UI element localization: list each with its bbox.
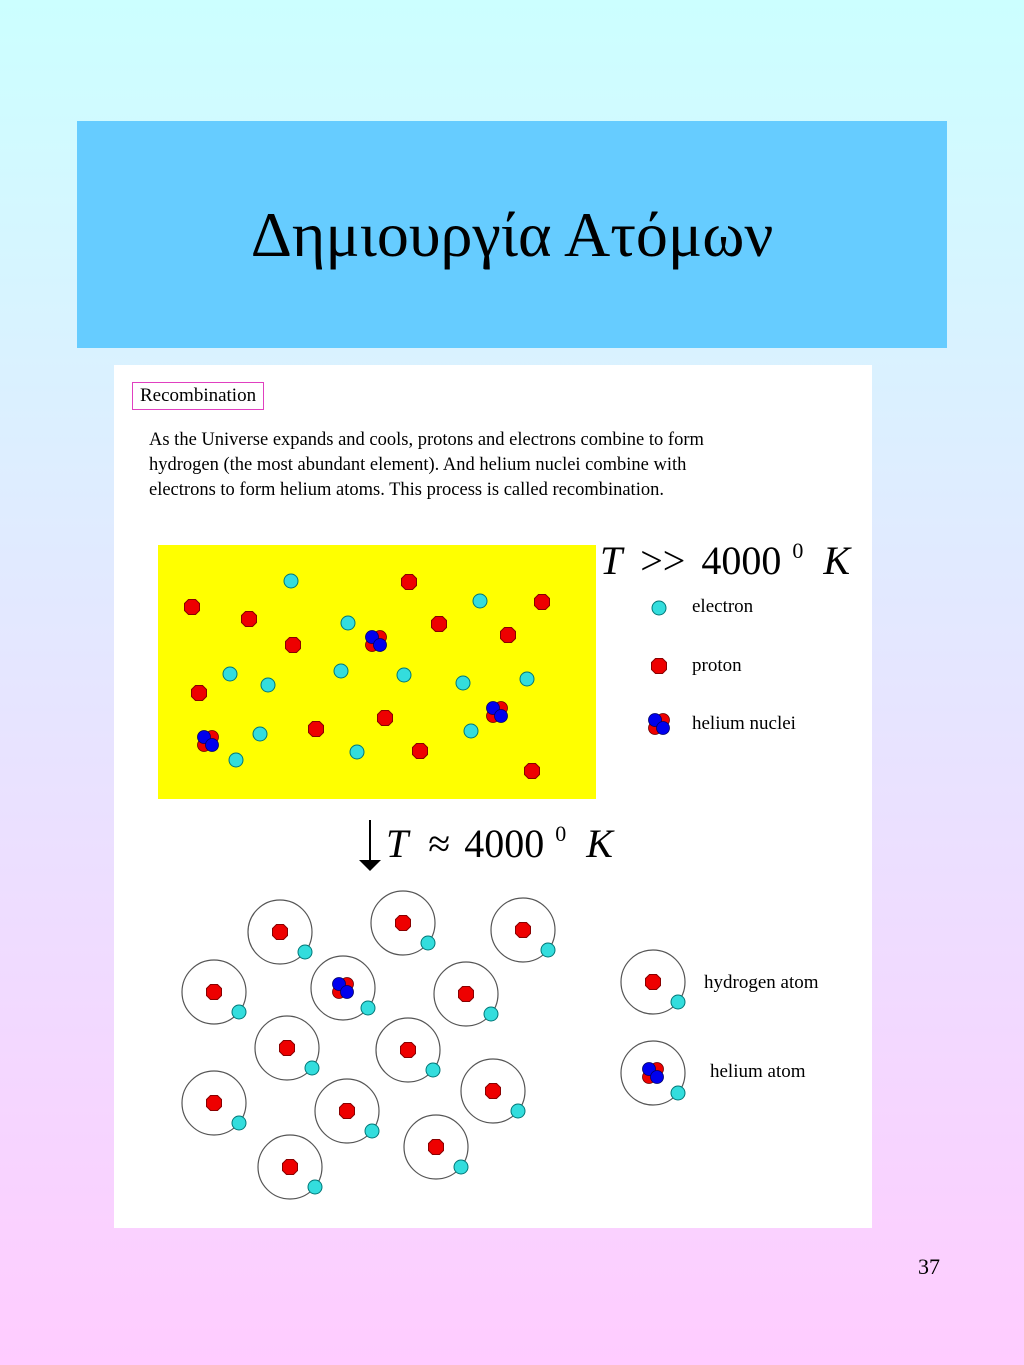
hydrogen-atom [182, 960, 246, 1024]
legend-helium-atom-marker [621, 1041, 685, 1105]
hydrogen-atom [376, 1018, 440, 1082]
electron [284, 574, 298, 588]
plasma-legend [649, 596, 796, 735]
helium-nucleus [198, 731, 219, 752]
electron [464, 724, 478, 738]
page-number: 37 [918, 1254, 940, 1279]
proton [286, 638, 301, 653]
helium-nucleus [487, 702, 508, 723]
proton [535, 595, 550, 610]
hydrogen-atom [258, 1135, 322, 1199]
description-line: electrons to form helium atoms. This process is called recombination. [149, 480, 664, 500]
legend-hydrogen-atom-marker [621, 950, 685, 1014]
electron [261, 678, 275, 692]
hydrogen-atom [461, 1059, 525, 1123]
electron [520, 672, 534, 686]
legend-electron-label: electron [692, 596, 754, 617]
legend-electron-marker [652, 601, 666, 615]
electron [473, 594, 487, 608]
hydrogen-atom [404, 1115, 468, 1179]
legend-helium-atom-label: helium atom [710, 1061, 806, 1082]
hydrogen-atom [434, 962, 498, 1026]
proton [525, 764, 540, 779]
electron [229, 753, 243, 767]
high-temperature-label [600, 522, 852, 583]
hydrogen-atom [182, 1071, 246, 1135]
hydrogen-atom [255, 1016, 319, 1080]
high-temp-symbol: T [600, 538, 623, 583]
high-temp-superscript: 0 [792, 538, 804, 563]
figure-label: Recombination [132, 382, 264, 410]
legend-proton-label: proton [692, 655, 742, 676]
electron [334, 664, 348, 678]
proton [309, 722, 324, 737]
proton [378, 711, 393, 726]
title-band [77, 121, 947, 348]
electron [341, 616, 355, 630]
low-temp-symbol: T [386, 821, 409, 866]
legend-helium-nuclei-label: helium nuclei [692, 713, 796, 734]
atoms [182, 891, 555, 1199]
proton [413, 744, 428, 759]
legend-helium-nuclei-marker [649, 714, 670, 735]
proton [402, 575, 417, 590]
hydrogen-atom [491, 898, 555, 962]
high-temp-unit: K [823, 538, 851, 583]
legend-hydrogen-atom-label: hydrogen atom [704, 972, 819, 993]
high-temp-value: 4000 [701, 538, 782, 583]
electron [397, 668, 411, 682]
proton [192, 686, 207, 701]
recombination-diagram [114, 365, 872, 1228]
hydrogen-atom [315, 1079, 379, 1143]
proton [185, 600, 200, 615]
low-temp-relation: ≈ [428, 821, 451, 866]
slide-title: Δημιουργία Ατόμων [250, 198, 774, 270]
hydrogen-atom [371, 891, 435, 955]
proton [242, 612, 257, 627]
helium-nucleus [366, 631, 387, 652]
recombination-figure [114, 365, 872, 1228]
low-temp-superscript: 0 [555, 821, 567, 846]
legend-proton-marker [652, 659, 667, 674]
electron [350, 745, 364, 759]
low-temperature-label [386, 805, 615, 866]
electron [223, 667, 237, 681]
proton [501, 628, 516, 643]
high-temp-relation: >> [640, 538, 686, 583]
atom-legend [621, 950, 819, 1105]
proton [432, 617, 447, 632]
helium-atom [311, 956, 375, 1020]
cooling-arrow [359, 820, 381, 871]
hydrogen-atom [248, 900, 312, 964]
electron [456, 676, 470, 690]
electron [253, 727, 267, 741]
low-temp-unit: K [586, 821, 613, 866]
description-line: hydrogen (the most abundant element). And helium nuclei combine with [149, 455, 687, 475]
description-line: As the Universe expands and cools, protons and electrons combine to form [149, 430, 704, 450]
low-temp-value: 4000 [464, 821, 545, 866]
